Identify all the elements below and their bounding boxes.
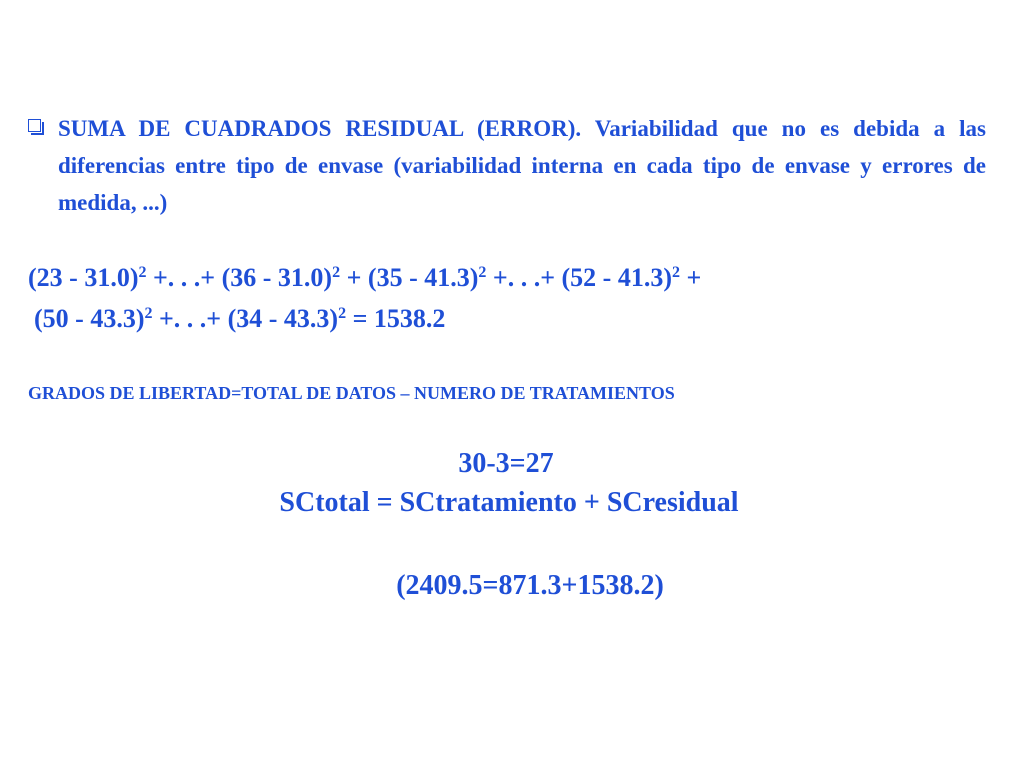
checkbox-icon — [28, 119, 41, 132]
eq2-term-1: (50 - 43.3) — [34, 304, 145, 333]
bullet-body: Variabilidad que no es debida a las diferencias entre tipo de envase (variabilidad interna en cada tipo de envase y errores de medida, ...) — [58, 116, 986, 215]
exponent: 2 — [478, 264, 487, 281]
eq1-term-1: (23 - 31.0) — [28, 263, 139, 292]
bullet-heading: SUMA DE CUADRADOS RESIDUAL (ERROR). — [58, 116, 582, 141]
sum-of-squares-values: (2409.5=871.3+1538.2) — [396, 570, 664, 601]
equation-line-1 — [28, 263, 701, 293]
eq2-term-2: +. . .+ (34 - 43.3) — [152, 304, 339, 333]
equation-line-2 — [34, 304, 445, 334]
grados-libertad-label: GRADOS DE LIBERTAD=TOTAL DE DATOS – NUMERO DE TRATAMIENTOS — [28, 383, 675, 403]
eq1-term-4: +. . .+ (52 - 41.3) — [486, 263, 672, 292]
sum-of-squares-formula: SCtotal = SCtratamiento + SCresidual — [279, 487, 739, 518]
bullet-text — [58, 110, 986, 221]
exponent: 2 — [672, 264, 680, 281]
eq2-term-3: = 1538.2 — [346, 304, 446, 333]
eq1-term-2: +. . .+ (36 - 31.0) — [146, 263, 333, 292]
eq1-term-3: + (35 - 41.3) — [340, 263, 479, 292]
bullet-item — [28, 110, 988, 221]
eq1-term-5: + — [680, 263, 702, 292]
degrees-of-freedom-result: 30-3=27 — [458, 448, 554, 479]
exponent: 2 — [138, 264, 147, 281]
exponent: 2 — [332, 264, 341, 281]
exponent: 2 — [338, 305, 347, 322]
exponent: 2 — [144, 305, 153, 322]
